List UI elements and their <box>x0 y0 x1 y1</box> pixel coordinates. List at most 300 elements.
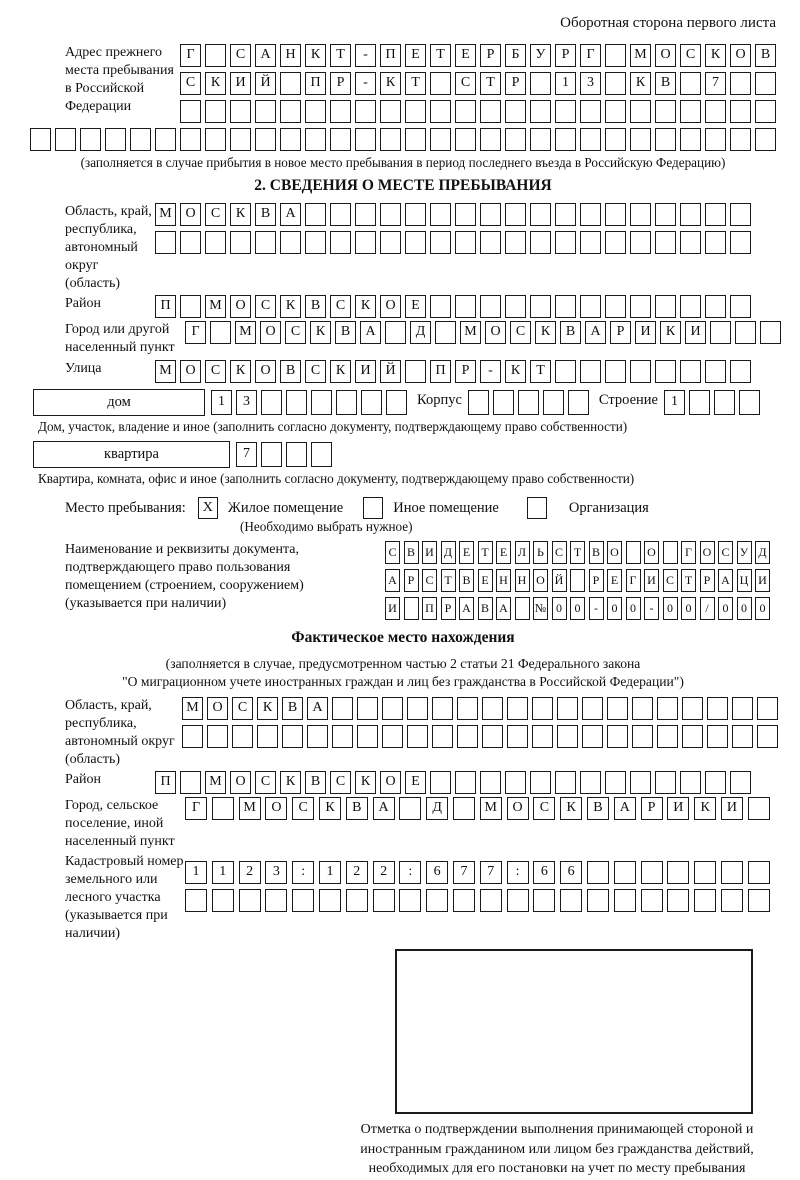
char-cell[interactable] <box>555 295 576 318</box>
char-cell[interactable] <box>319 889 341 912</box>
char-cell[interactable] <box>732 725 753 748</box>
char-cell[interactable]: / <box>700 597 715 620</box>
char-cell[interactable]: Е <box>459 541 474 564</box>
char-cell[interactable]: 1 <box>664 390 685 415</box>
char-cell[interactable] <box>515 597 530 620</box>
char-cell[interactable] <box>680 231 701 254</box>
char-cell[interactable] <box>330 203 351 226</box>
char-cell[interactable]: А <box>385 569 400 592</box>
char-cell[interactable] <box>505 771 526 794</box>
char-cell[interactable]: Д <box>441 541 456 564</box>
char-cell[interactable] <box>455 771 476 794</box>
char-cell[interactable]: С <box>255 771 276 794</box>
char-cell[interactable] <box>455 100 476 123</box>
char-cell[interactable] <box>482 697 503 720</box>
char-cell[interactable] <box>570 569 585 592</box>
char-cell[interactable]: В <box>587 797 609 820</box>
char-cell[interactable]: М <box>239 797 261 820</box>
char-cell[interactable] <box>480 203 501 226</box>
char-cell[interactable] <box>755 100 776 123</box>
char-cell[interactable] <box>705 231 726 254</box>
char-cell[interactable] <box>210 321 231 344</box>
char-cell[interactable]: В <box>655 72 676 95</box>
char-cell[interactable]: Т <box>430 44 451 67</box>
char-cell[interactable]: А <box>496 597 511 620</box>
char-cell[interactable] <box>655 100 676 123</box>
char-cell[interactable] <box>385 321 406 344</box>
char-cell[interactable]: 7 <box>236 442 257 467</box>
char-cell[interactable]: 0 <box>607 597 622 620</box>
char-cell[interactable] <box>280 100 301 123</box>
char-cell[interactable]: К <box>305 44 326 67</box>
char-cell[interactable] <box>180 295 201 318</box>
char-cell[interactable]: Е <box>405 771 426 794</box>
char-cell[interactable]: Й <box>552 569 567 592</box>
char-cell[interactable]: Т <box>681 569 696 592</box>
char-cell[interactable] <box>555 771 576 794</box>
char-cell[interactable]: Г <box>681 541 696 564</box>
char-cell[interactable]: В <box>346 797 368 820</box>
char-cell[interactable] <box>721 889 743 912</box>
char-cell[interactable] <box>426 889 448 912</box>
char-cell[interactable]: 3 <box>236 390 257 415</box>
char-cell[interactable] <box>605 44 626 67</box>
char-cell[interactable]: Д <box>410 321 431 344</box>
char-cell[interactable]: О <box>230 295 251 318</box>
char-cell[interactable] <box>405 128 426 151</box>
char-cell[interactable] <box>605 203 626 226</box>
char-cell[interactable] <box>730 295 751 318</box>
char-cell[interactable]: С <box>718 541 733 564</box>
char-cell[interactable] <box>480 889 502 912</box>
char-cell[interactable] <box>505 295 526 318</box>
char-cell[interactable]: 7 <box>453 861 475 884</box>
char-cell[interactable] <box>587 861 609 884</box>
char-cell[interactable] <box>630 231 651 254</box>
char-cell[interactable]: С <box>292 797 314 820</box>
char-cell[interactable]: : <box>507 861 529 884</box>
char-cell[interactable] <box>555 100 576 123</box>
char-cell[interactable] <box>760 321 781 344</box>
char-cell[interactable] <box>730 72 751 95</box>
char-cell[interactable] <box>332 725 353 748</box>
char-cell[interactable]: 0 <box>755 597 770 620</box>
char-cell[interactable]: К <box>630 72 651 95</box>
char-cell[interactable] <box>430 231 451 254</box>
char-cell[interactable] <box>605 231 626 254</box>
char-cell[interactable] <box>430 72 451 95</box>
char-cell[interactable]: 0 <box>681 597 696 620</box>
char-cell[interactable]: М <box>235 321 256 344</box>
char-cell[interactable] <box>605 72 626 95</box>
char-cell[interactable] <box>730 100 751 123</box>
char-cell[interactable] <box>657 725 678 748</box>
char-cell[interactable]: А <box>280 203 301 226</box>
char-cell[interactable] <box>705 360 726 383</box>
char-cell[interactable]: № <box>533 597 548 620</box>
char-cell[interactable] <box>480 295 501 318</box>
char-cell[interactable] <box>730 231 751 254</box>
char-cell[interactable] <box>705 100 726 123</box>
char-cell[interactable] <box>482 725 503 748</box>
char-cell[interactable]: К <box>535 321 556 344</box>
char-cell[interactable]: А <box>585 321 606 344</box>
char-cell[interactable] <box>630 295 651 318</box>
char-cell[interactable] <box>205 100 226 123</box>
char-cell[interactable]: Т <box>530 360 551 383</box>
char-cell[interactable]: И <box>422 541 437 564</box>
char-cell[interactable]: С <box>330 295 351 318</box>
char-cell[interactable]: И <box>635 321 656 344</box>
char-cell[interactable] <box>212 797 234 820</box>
char-cell[interactable]: Р <box>330 72 351 95</box>
char-cell[interactable]: О <box>207 697 228 720</box>
char-cell[interactable]: А <box>360 321 381 344</box>
char-cell[interactable] <box>580 203 601 226</box>
char-cell[interactable] <box>430 771 451 794</box>
char-cell[interactable]: А <box>307 697 328 720</box>
char-cell[interactable] <box>255 231 276 254</box>
char-cell[interactable] <box>630 100 651 123</box>
char-cell[interactable] <box>380 231 401 254</box>
char-cell[interactable] <box>530 100 551 123</box>
char-cell[interactable] <box>355 231 376 254</box>
char-cell[interactable] <box>557 725 578 748</box>
char-cell[interactable]: О <box>265 797 287 820</box>
char-cell[interactable]: К <box>694 797 716 820</box>
char-cell[interactable] <box>694 861 716 884</box>
char-cell[interactable]: В <box>755 44 776 67</box>
char-cell[interactable]: 2 <box>239 861 261 884</box>
char-cell[interactable] <box>630 360 651 383</box>
char-cell[interactable] <box>721 861 743 884</box>
char-cell[interactable]: О <box>230 771 251 794</box>
char-cell[interactable] <box>212 889 234 912</box>
char-cell[interactable]: П <box>155 295 176 318</box>
char-cell[interactable] <box>455 203 476 226</box>
char-cell[interactable]: Е <box>478 569 493 592</box>
char-cell[interactable]: А <box>718 569 733 592</box>
char-cell[interactable] <box>707 697 728 720</box>
char-cell[interactable]: Й <box>380 360 401 383</box>
char-cell[interactable] <box>255 100 276 123</box>
char-cell[interactable] <box>30 128 51 151</box>
char-cell[interactable]: 2 <box>373 861 395 884</box>
char-cell[interactable] <box>399 889 421 912</box>
char-cell[interactable] <box>663 541 678 564</box>
char-cell[interactable] <box>430 100 451 123</box>
char-cell[interactable] <box>382 697 403 720</box>
char-cell[interactable] <box>605 295 626 318</box>
char-cell[interactable]: 0 <box>552 597 567 620</box>
char-cell[interactable] <box>748 797 770 820</box>
char-cell[interactable] <box>680 128 701 151</box>
char-cell[interactable]: А <box>255 44 276 67</box>
char-cell[interactable]: 7 <box>705 72 726 95</box>
char-cell[interactable] <box>655 295 676 318</box>
char-cell[interactable] <box>630 128 651 151</box>
char-cell[interactable] <box>355 100 376 123</box>
char-cell[interactable]: 3 <box>265 861 287 884</box>
char-cell[interactable]: В <box>478 597 493 620</box>
char-cell[interactable] <box>357 725 378 748</box>
char-cell[interactable]: С <box>455 72 476 95</box>
char-cell[interactable] <box>453 797 475 820</box>
char-cell[interactable] <box>667 861 689 884</box>
char-cell[interactable] <box>605 771 626 794</box>
char-cell[interactable]: П <box>380 44 401 67</box>
char-cell[interactable]: И <box>355 360 376 383</box>
char-cell[interactable] <box>405 360 426 383</box>
char-cell[interactable]: - <box>480 360 501 383</box>
char-cell[interactable]: 1 <box>212 861 234 884</box>
char-cell[interactable] <box>655 771 676 794</box>
char-cell[interactable] <box>230 128 251 151</box>
char-cell[interactable]: И <box>667 797 689 820</box>
char-cell[interactable] <box>155 128 176 151</box>
char-cell[interactable] <box>180 128 201 151</box>
char-cell[interactable] <box>580 295 601 318</box>
char-cell[interactable]: М <box>155 203 176 226</box>
char-cell[interactable]: В <box>459 569 474 592</box>
char-cell[interactable]: 1 <box>319 861 341 884</box>
char-cell[interactable] <box>630 771 651 794</box>
char-cell[interactable]: С <box>305 360 326 383</box>
char-cell[interactable] <box>493 390 514 415</box>
char-cell[interactable] <box>311 390 332 415</box>
char-cell[interactable] <box>336 390 357 415</box>
char-cell[interactable] <box>689 390 710 415</box>
char-cell[interactable]: 0 <box>737 597 752 620</box>
char-cell[interactable] <box>530 231 551 254</box>
char-cell[interactable] <box>507 889 529 912</box>
char-cell[interactable]: Т <box>441 569 456 592</box>
char-cell[interactable]: Р <box>480 44 501 67</box>
char-cell[interactable]: К <box>330 360 351 383</box>
char-cell[interactable] <box>361 390 382 415</box>
char-cell[interactable]: 3 <box>580 72 601 95</box>
char-cell[interactable]: Б <box>505 44 526 67</box>
char-cell[interactable] <box>280 128 301 151</box>
char-cell[interactable] <box>130 128 151 151</box>
char-cell[interactable] <box>180 100 201 123</box>
char-cell[interactable] <box>407 725 428 748</box>
char-cell[interactable]: О <box>260 321 281 344</box>
char-cell[interactable]: О <box>730 44 751 67</box>
char-cell[interactable]: С <box>533 797 555 820</box>
char-cell[interactable]: И <box>385 597 400 620</box>
char-cell[interactable] <box>155 231 176 254</box>
char-cell[interactable]: О <box>485 321 506 344</box>
char-cell[interactable]: Г <box>185 797 207 820</box>
char-cell[interactable] <box>505 203 526 226</box>
char-cell[interactable]: М <box>205 771 226 794</box>
char-cell[interactable]: М <box>460 321 481 344</box>
char-cell[interactable]: - <box>355 72 376 95</box>
char-cell[interactable]: В <box>335 321 356 344</box>
char-cell[interactable] <box>680 360 701 383</box>
char-cell[interactable] <box>261 390 282 415</box>
char-cell[interactable] <box>286 442 307 467</box>
char-cell[interactable] <box>587 889 609 912</box>
char-cell[interactable]: Е <box>405 44 426 67</box>
char-cell[interactable]: Г <box>580 44 601 67</box>
char-cell[interactable]: С <box>330 771 351 794</box>
char-cell[interactable] <box>332 697 353 720</box>
char-cell[interactable] <box>543 390 564 415</box>
char-cell[interactable]: О <box>180 203 201 226</box>
char-cell[interactable] <box>530 72 551 95</box>
char-cell[interactable] <box>455 128 476 151</box>
char-cell[interactable] <box>705 203 726 226</box>
char-cell[interactable]: 6 <box>560 861 582 884</box>
char-cell[interactable] <box>480 100 501 123</box>
checkbox-organization[interactable] <box>527 497 547 519</box>
char-cell[interactable]: К <box>560 797 582 820</box>
char-cell[interactable]: Р <box>404 569 419 592</box>
char-cell[interactable]: Ь <box>533 541 548 564</box>
char-cell[interactable]: 7 <box>480 861 502 884</box>
char-cell[interactable] <box>680 203 701 226</box>
char-cell[interactable]: 1 <box>555 72 576 95</box>
char-cell[interactable] <box>555 360 576 383</box>
char-cell[interactable]: С <box>230 44 251 67</box>
char-cell[interactable]: М <box>205 295 226 318</box>
char-cell[interactable] <box>468 390 489 415</box>
char-cell[interactable] <box>607 697 628 720</box>
char-cell[interactable]: Р <box>589 569 604 592</box>
char-cell[interactable]: В <box>305 295 326 318</box>
char-cell[interactable] <box>580 128 601 151</box>
char-cell[interactable] <box>748 889 770 912</box>
char-cell[interactable]: С <box>422 569 437 592</box>
char-cell[interactable]: П <box>305 72 326 95</box>
char-cell[interactable]: Г <box>185 321 206 344</box>
char-cell[interactable] <box>530 295 551 318</box>
char-cell[interactable] <box>632 697 653 720</box>
char-cell[interactable]: Е <box>405 295 426 318</box>
char-cell[interactable] <box>292 889 314 912</box>
char-cell[interactable] <box>357 697 378 720</box>
char-cell[interactable]: В <box>404 541 419 564</box>
char-cell[interactable] <box>710 321 731 344</box>
char-cell[interactable] <box>432 697 453 720</box>
char-cell[interactable]: О <box>655 44 676 67</box>
char-cell[interactable] <box>580 771 601 794</box>
char-cell[interactable]: И <box>644 569 659 592</box>
char-cell[interactable]: К <box>230 203 251 226</box>
char-cell[interactable]: Й <box>255 72 276 95</box>
char-cell[interactable]: - <box>644 597 659 620</box>
char-cell[interactable]: Р <box>700 569 715 592</box>
char-cell[interactable]: Р <box>641 797 663 820</box>
char-cell[interactable]: М <box>182 697 203 720</box>
char-cell[interactable]: Ц <box>737 569 752 592</box>
char-cell[interactable] <box>255 128 276 151</box>
char-cell[interactable] <box>430 203 451 226</box>
char-cell[interactable] <box>682 725 703 748</box>
char-cell[interactable] <box>630 203 651 226</box>
char-cell[interactable]: Р <box>455 360 476 383</box>
char-cell[interactable] <box>205 128 226 151</box>
char-cell[interactable] <box>530 771 551 794</box>
char-cell[interactable] <box>330 128 351 151</box>
char-cell[interactable]: С <box>680 44 701 67</box>
char-cell[interactable]: О <box>607 541 622 564</box>
char-cell[interactable] <box>261 442 282 467</box>
char-cell[interactable]: М <box>480 797 502 820</box>
char-cell[interactable]: Т <box>330 44 351 67</box>
char-cell[interactable] <box>732 697 753 720</box>
char-cell[interactable] <box>655 128 676 151</box>
char-cell[interactable] <box>232 725 253 748</box>
char-cell[interactable] <box>257 725 278 748</box>
char-cell[interactable] <box>755 72 776 95</box>
char-cell[interactable] <box>180 231 201 254</box>
char-cell[interactable]: Т <box>405 72 426 95</box>
char-cell[interactable]: И <box>230 72 251 95</box>
char-cell[interactable]: О <box>533 569 548 592</box>
char-cell[interactable]: В <box>560 321 581 344</box>
char-cell[interactable] <box>305 128 326 151</box>
char-cell[interactable]: А <box>459 597 474 620</box>
char-cell[interactable]: А <box>373 797 395 820</box>
char-cell[interactable]: У <box>737 541 752 564</box>
char-cell[interactable] <box>407 697 428 720</box>
char-cell[interactable]: Н <box>515 569 530 592</box>
char-cell[interactable] <box>755 128 776 151</box>
char-cell[interactable]: С <box>385 541 400 564</box>
char-cell[interactable]: С <box>285 321 306 344</box>
char-cell[interactable]: Н <box>280 44 301 67</box>
char-cell[interactable]: Р <box>441 597 456 620</box>
char-cell[interactable] <box>239 889 261 912</box>
char-cell[interactable] <box>632 725 653 748</box>
char-cell[interactable] <box>346 889 368 912</box>
char-cell[interactable] <box>282 725 303 748</box>
char-cell[interactable]: Р <box>505 72 526 95</box>
char-cell[interactable] <box>748 861 770 884</box>
char-cell[interactable] <box>530 203 551 226</box>
char-cell[interactable] <box>330 100 351 123</box>
char-cell[interactable] <box>307 725 328 748</box>
char-cell[interactable] <box>557 697 578 720</box>
char-cell[interactable]: Е <box>607 569 622 592</box>
char-cell[interactable]: К <box>257 697 278 720</box>
char-cell[interactable] <box>480 128 501 151</box>
char-cell[interactable] <box>311 442 332 467</box>
char-cell[interactable] <box>705 128 726 151</box>
char-cell[interactable]: О <box>180 360 201 383</box>
char-cell[interactable] <box>382 725 403 748</box>
char-cell[interactable] <box>705 295 726 318</box>
char-cell[interactable]: 0 <box>570 597 585 620</box>
char-cell[interactable]: К <box>319 797 341 820</box>
char-cell[interactable] <box>626 541 641 564</box>
char-cell[interactable]: О <box>644 541 659 564</box>
char-cell[interactable] <box>399 797 421 820</box>
char-cell[interactable]: Е <box>496 541 511 564</box>
char-cell[interactable] <box>739 390 760 415</box>
char-cell[interactable] <box>667 889 689 912</box>
char-cell[interactable] <box>480 231 501 254</box>
char-cell[interactable] <box>286 390 307 415</box>
char-cell[interactable] <box>582 697 603 720</box>
char-cell[interactable] <box>641 889 663 912</box>
char-cell[interactable] <box>405 203 426 226</box>
char-cell[interactable]: Т <box>478 541 493 564</box>
char-cell[interactable] <box>430 128 451 151</box>
